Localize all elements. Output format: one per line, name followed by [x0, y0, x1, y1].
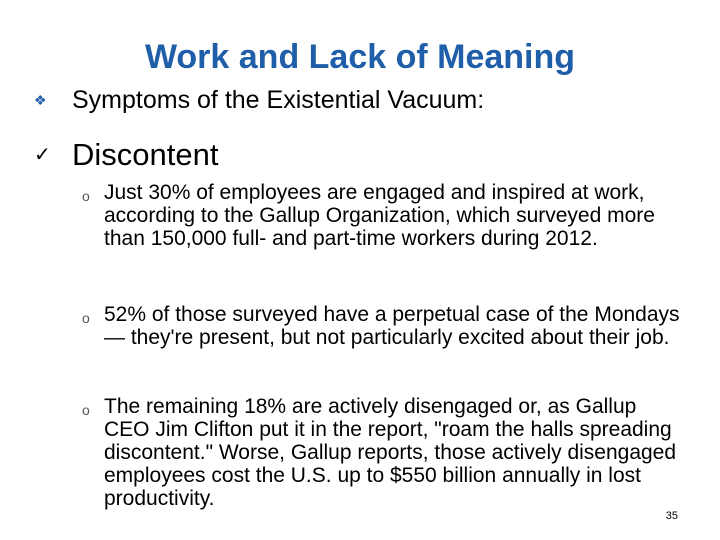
diamond-bullet-icon: ❖ — [34, 92, 47, 108]
circle-bullet-icon: o — [82, 310, 90, 326]
sub-bullet-engaged-text: Just 30% of employees are engaged and inspired at work, according to the Gallup Organization, which surveyed more than 150,000 full- and part-time workers during 2012. — [104, 181, 655, 250]
sub-bullet-disengaged-text: The remaining 18% are actively disengaged or, as Gallup CEO Jim Clifton put it in the report, "roam the halls spreading discontent." Worse, Gallup reports, those actively disengaged employees cost the U.S. up to $550 billion annually in lost productivity. — [104, 395, 677, 510]
checkmark-bullet-icon: ✓ — [34, 144, 51, 166]
sub-bullet-mondays-text: 52% of those surveyed have a perpetual case of the Mondays — they're present, but not particularly excited about their job. — [104, 303, 680, 349]
circle-bullet-icon: o — [82, 188, 90, 204]
sub-bullet-engaged — [82, 181, 682, 250]
bullet-discontent — [34, 134, 694, 176]
bullet-symptoms-text: Symptoms of the Existential Vacuum: — [72, 86, 485, 114]
slide-title: Work and Lack of Meaning — [144, 38, 576, 76]
sub-bullet-mondays — [82, 303, 682, 349]
page-number: 35 — [665, 510, 678, 522]
circle-bullet-icon: o — [82, 402, 90, 418]
bullet-symptoms — [34, 82, 694, 118]
bullet-discontent-text: Discontent — [72, 137, 219, 172]
sub-bullet-disengaged — [82, 395, 682, 510]
